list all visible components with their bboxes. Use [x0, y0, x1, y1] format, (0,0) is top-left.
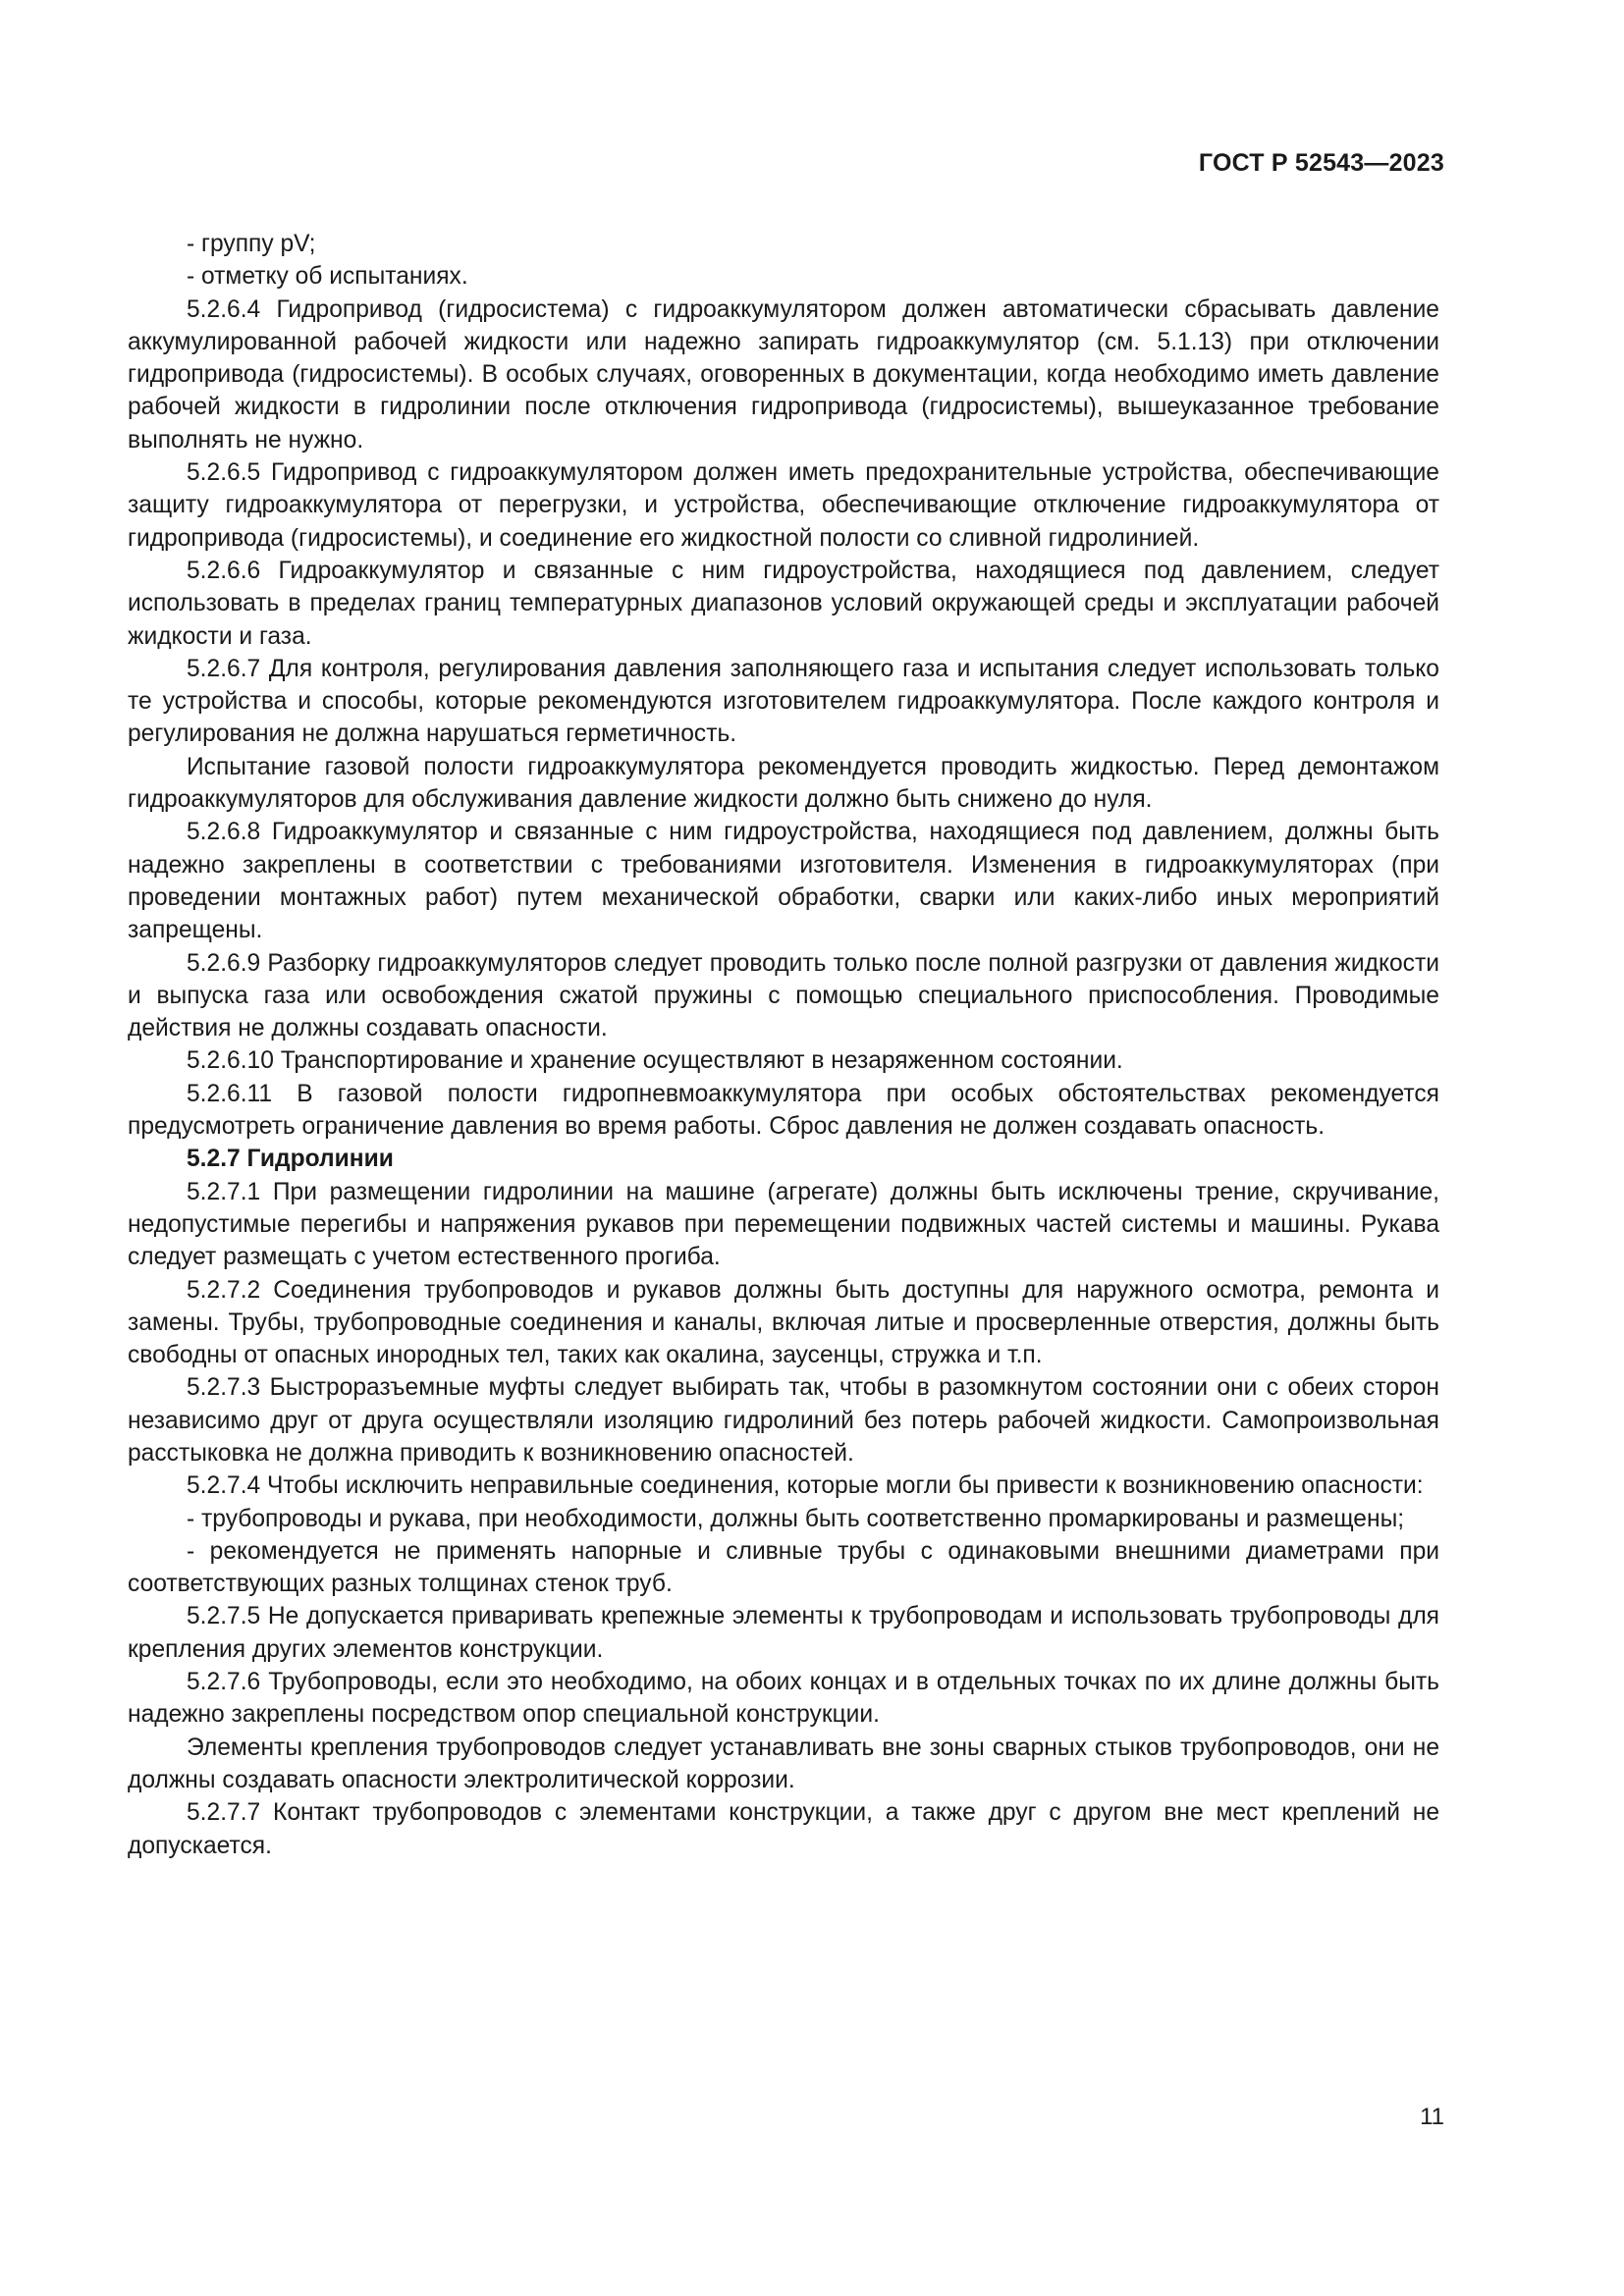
clause-5-2-7-2: 5.2.7.2 Соединения трубопроводов и рукавов должны быть доступны для наружного осмотра, ремонта и замены. Трубы, трубопроводные соединения и каналы, включая литые и просверленные отверстия, должны быть свободны от опасных инородных тел, таких как окалина, заусенцы, стружка и т.п. — [128, 1276, 1439, 1369]
section-heading-5-2-7: 5.2.7 Гидролинии — [187, 1146, 394, 1173]
list-item: - рекомендуется не применять напорные и сливные трубы с одинаковыми внешними диаметрами при соответствующих разных толщинах стенок труб. — [128, 1537, 1439, 1598]
list-item: - отметку об испытаниях. — [187, 263, 468, 291]
paragraph: Элементы крепления трубопроводов следует устанавливать вне зоны сварных стыков трубопроводов, они не должны создавать опасности электролитической коррозии. — [128, 1734, 1439, 1793]
clause-5-2-7-4: 5.2.7.4 Чтобы исключить неправильные соединения, которые могли бы привести к возникновению опасности: — [187, 1472, 1424, 1500]
clause-5-2-7-3: 5.2.7.3 Быстроразъемные муфты следует выбирать так, чтобы в разомкнутом состоянии они с обеих сторон независимо друг от друга осуществляли изоляцию гидролиний без потерь рабочей жидкости. Самопроизвольная расстыковка не должна приводить к возникновению опасностей. — [128, 1374, 1439, 1467]
clause-5-2-6-7: 5.2.6.7 Для контроля, регулирования давления заполняющего газа и испытания следует использовать только те устройства и способы, которые рекомендуются изготовителем гидроаккумулятора. После каждого контроля и регулирования не должна нарушаться герметичность. — [128, 655, 1439, 748]
clause-5-2-6-9: 5.2.6.9 Разборку гидроаккумуляторов следует проводить только после полной разгрузки от давления жидкости и выпуска газа или освобождения сжатой пружины с помощью специального приспособления. Проводимые действия не должны создавать опасности. — [128, 949, 1439, 1042]
document-body — [128, 228, 1439, 1862]
clause-5-2-7-7: 5.2.7.7 Контакт трубопроводов с элементами конструкции, а также друг с другом вне мест креплений не допускается. — [128, 1799, 1439, 1859]
clause-5-2-6-11: 5.2.6.11 В газовой полости гидропневмоаккумулятора при особых обстоятельствах рекомендуется предусмотреть ограничение давления во время работы. Сброс давления не должен создавать опасность. — [128, 1080, 1439, 1141]
clause-5-2-6-8: 5.2.6.8 Гидроаккумулятор и связанные с ним гидроустройства, находящиеся под давлением, должны быть надежно закреплены в соответствии с требованиями изготовителя. Изменения в гидроаккумуляторах (при проведении монтажных работ) путем механической обработки, сварки или каких-либо иных мероприятий запрещены. — [128, 819, 1439, 944]
page-header-standard-id: ГОСТ Р 52543—2023 — [1198, 149, 1444, 177]
clause-5-2-7-1: 5.2.7.1 При размещении гидролинии на машине (агрегате) должны быть исключены трение, скручивание, недопустимые перегибы и напряжения рукавов при перемещении подвижных частей системы и машины. Рукава следует размещать с учетом естественного прогиба. — [128, 1178, 1439, 1271]
page-number: 11 — [1420, 2104, 1444, 2130]
list-item: - группу pV; — [187, 231, 316, 257]
clause-5-2-6-4: 5.2.6.4 Гидропривод (гидросистема) с гидроаккумулятором должен автоматически сбрасывать давление аккумулированной рабочей жидкости или надежно запирать гидроаккумулятор (см. 5.1.13) при отключении гидропривода (гидросистемы). В особых случаях, оговоренных в документации, когда необходимо иметь давление рабочей жидкости в гидролинии после отключения гидропривода (гидросистемы), вышеуказанное требование выполнять не нужно. — [128, 295, 1439, 454]
clause-5-2-6-6: 5.2.6.6 Гидроаккумулятор и связанные с ним гидроустройства, находящиеся под давлением, следует использовать в пределах границ температурных диапазонов условий окружающей среды и эксплуатации рабочей жидкости и газа. — [128, 557, 1439, 650]
clause-5-2-6-10: 5.2.6.10 Транспортирование и хранение осуществляют в незаряженном состоянии. — [187, 1047, 1123, 1075]
clause-5-2-6-5: 5.2.6.5 Гидропривод с гидроаккумулятором должен иметь предохранительные устройства, обеспечивающие защиту гидроаккумулятора от перегрузки, и устройства, обеспечивающие отключение гидроаккумулятора от гидропривода (гидросистемы), и соединение его жидкостной полости со сливной гидролинией. — [128, 459, 1439, 552]
clause-5-2-7-6: 5.2.7.6 Трубопроводы, если это необходимо, на обоих концах и в отдельных точках по их длине должны быть надежно закреплены посредством опор специальной конструкции. — [128, 1669, 1439, 1729]
clause-5-2-7-5: 5.2.7.5 Не допускается приваривать крепежные элементы к трубопроводам и использовать трубопроводы для крепления других элементов конструкции. — [128, 1603, 1439, 1663]
list-item: - трубопроводы и рукава, при необходимости, должны быть соответственно промаркированы и размещены; — [187, 1505, 1405, 1532]
paragraph: Испытание газовой полости гидроаккумулятора рекомендуется проводить жидкостью. Перед демонтажом гидроаккумуляторов для обслуживания давление жидкости должно быть снижено до нуля. — [128, 753, 1439, 814]
